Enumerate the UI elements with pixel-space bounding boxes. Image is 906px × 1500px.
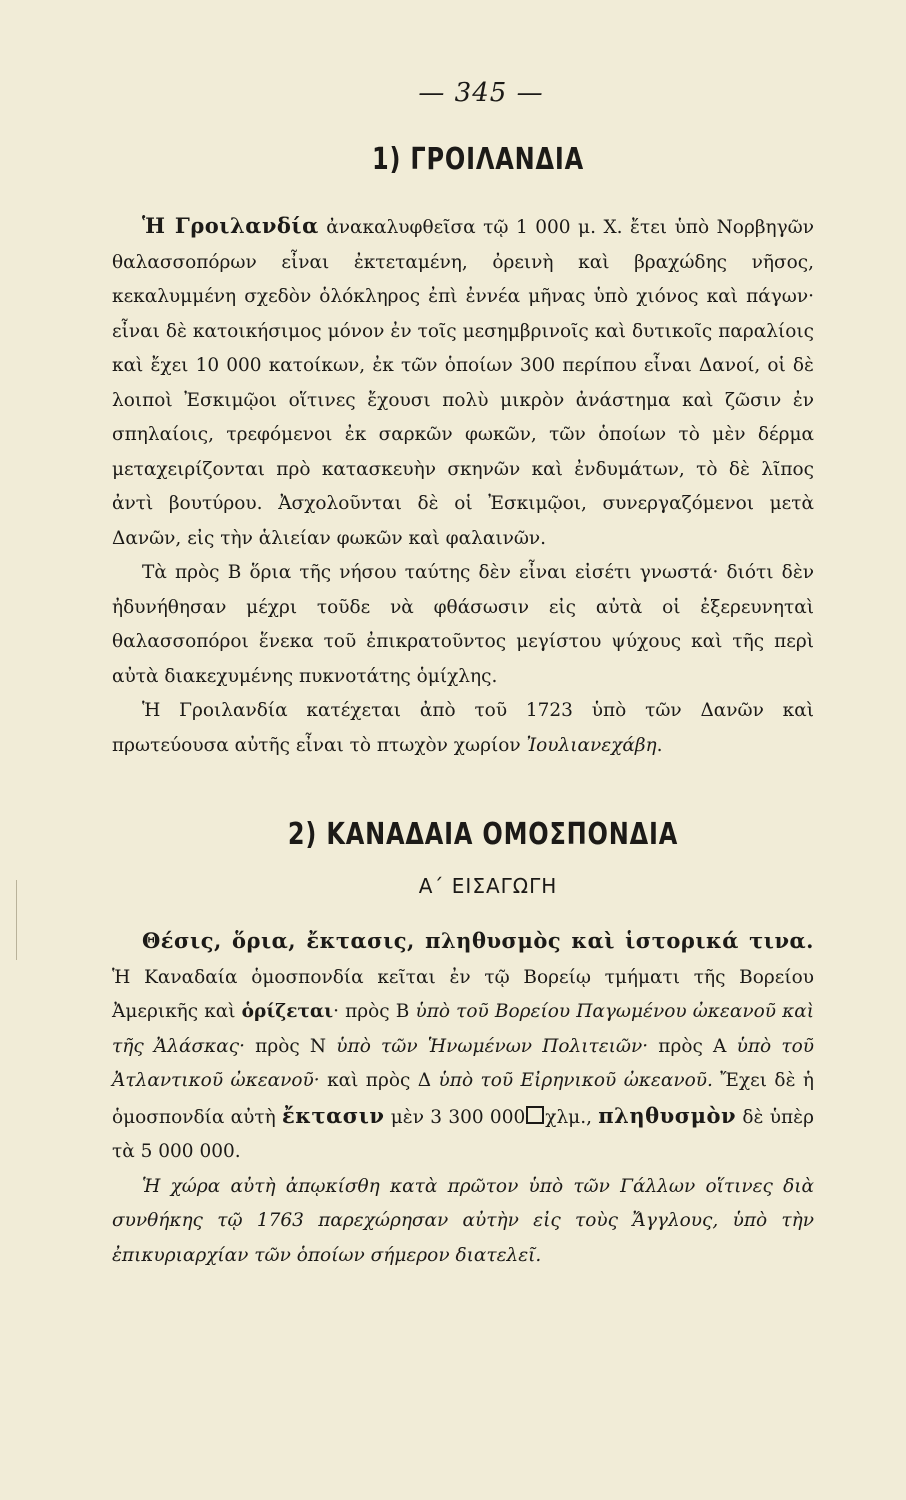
- bold-term-borders: ὁρίζεται: [241, 1001, 334, 1022]
- paragraph-text: χλμ.,: [545, 1106, 599, 1128]
- punctuation: .: [656, 734, 663, 756]
- capital-name: Ἰουλιανεχάβη: [526, 734, 657, 756]
- paragraph-text: καὶ πρὸς Δ: [319, 1070, 439, 1091]
- paragraph-text: Ἡ Γροιλανδία κατέχεται ἀπὸ τοῦ 1723 ὑπὸ τῶν Δανῶν καὶ πρωτεύουσα αὐτῆς εἶναι τὸ πτωχὸν χωρίον: [112, 700, 814, 756]
- section-heading-greenland: 1) ΓΡΟΙΛΑΝΔΙΑ: [372, 142, 584, 177]
- lead-term-greenland: Ἡ Γροιλανδία: [142, 213, 319, 238]
- bold-term-population: πληθυσμὸν: [598, 1102, 737, 1128]
- paragraph-text: ἀνακαλυφθεῖσα τῷ 1 000 μ. Χ. ἔτει ὑπὸ Νορβηγῶν θαλασσοπόρων εἶναι ἐκτεταμένη, ὀρεινὴ καὶ βραχώδης νῆσος, κεκαλυμμένη σχεδὸν ὁλόκληρος ἐπὶ ἐννέα μῆνας ὑπὸ χιόνος καὶ πάγων· εἶναι δὲ κατοικήσιμος μόνον ἐν τοῖς μεσημβρινοῖς καὶ δυτικοῖς παραλίοις καὶ ἔχει 10 000 κατοίκων, ἐκ τῶν ὁποίων 300 περίπου εἶναι Δανοί, οἱ δὲ λοιποὶ Ἐσκιμῷοι οἵτινες ἔχουσι πολὺ μικρὸν ἀνάστημα καὶ ζῶσιν ἐν σπηλαίοις, τρεφόμενοι ἐκ σαρκῶν φωκῶν, τῶν ὁποίων τὸ μὲν δέρμα μεταχειρίζονται πρὸ κατασκευὴν σκηνῶν καὶ ἐνδυμάτων, τὸ δὲ λῖπος ἀντὶ βουτύρου. Ἀσχολοῦνται δὲ οἱ Ἐσκιμῷοι, συνεργαζόμενοι μετὰ Δανῶν, εἰς τὴν ἁλιείαν φωκῶν καὶ φαλαινῶν.: [112, 217, 814, 549]
- bold-term-area: ἔκτασιν: [281, 1102, 385, 1128]
- section-heading-canada: 2) ΚΑΝΑΔΑΙΑ ΟΜΟΣΠΟΝΔΙΑ: [287, 817, 679, 852]
- paragraph-greenland-capital: [112, 694, 814, 763]
- paragraph-text: δὲ ὑπὲρ τὰ 5 000 000.: [112, 1106, 814, 1162]
- page-edge-mark: [16, 880, 17, 960]
- lead-term-position: Θέσις, ὅρια, ἔκτασις, πληθυσμὸς καὶ ἱστορικά τινα.: [142, 928, 814, 953]
- paragraph-text: Ἔχει δὲ ἡ ὁμοσπονδία αὐτὴ: [112, 1070, 814, 1128]
- paragraph-greenland-borders: Τὰ πρὸς Β ὅρια τῆς νήσου ταύτης δὲν εἶναι εἰσέτι γνωστά· διότι δὲν ἠδυνήθησαν μέχρι τοῦδε νὰ φθάσωσιν εἰς αὐτὰ οἱ ἐξερευνηταὶ θαλασσοπόροι ἕνεκα τοῦ ἐπικρατοῦντος μεγίστου ψύχους καὶ τῆς περὶ αὐτὰ διακεχυμένης πυκνοτάτης ὁμίχλης.: [112, 562, 814, 687]
- paragraph-greenland-intro: [112, 209, 814, 556]
- italic-text: ὑπὸ τοῦ Βορείου Παγωμένου ὠκεανοῦ καὶ τῆς Ἀλάσκας·: [112, 1001, 814, 1057]
- square-unit-icon: [526, 1106, 544, 1124]
- paragraph-canada-position: [112, 924, 814, 1170]
- italic-text: ὑπὸ τοῦ Εἰρηνικοῦ ὠκεανοῦ.: [438, 1070, 713, 1091]
- italic-text: ὑπὸ τοῦ Ἀτλαντικοῦ ὠκεανοῦ·: [112, 1035, 814, 1091]
- paragraph-text: πρὸς Ν: [244, 1035, 337, 1057]
- paragraph-text: Ἡ Καναδαία ὁμοσπονδία κεῖται ἐν τῷ Βορείῳ τμήματι τῆς Βορείου Ἀμερικῆς καὶ: [112, 966, 814, 1022]
- paragraph-text: μὲν 3 300 000: [384, 1106, 526, 1128]
- italic-text: ὑπὸ τῶν Ἡνωμένων Πολιτειῶν·: [336, 1035, 649, 1057]
- page-number: — 345 —: [418, 78, 544, 108]
- paragraph-text: πρὸς Α: [648, 1035, 737, 1057]
- paragraph-canada-history: Ἡ χώρα αὐτὴ ἀπῳκίσθη κατὰ πρῶτον ὑπὸ τῶν Γάλλων οἵτινες διὰ συνθήκης τῷ 1763 παρεχώρησαν αὐτὴν εἰς τοὺς Ἄγγλους, ὑπὸ τὴν ἐπικυριαρχίαν τῶν ὁποίων σήμερον διατελεῖ.: [112, 1175, 814, 1266]
- subheading-introduction: Α΄ ΕΙΣΑΓΩΓΗ: [418, 874, 558, 898]
- paragraph-text: · πρὸς Β: [333, 1001, 416, 1022]
